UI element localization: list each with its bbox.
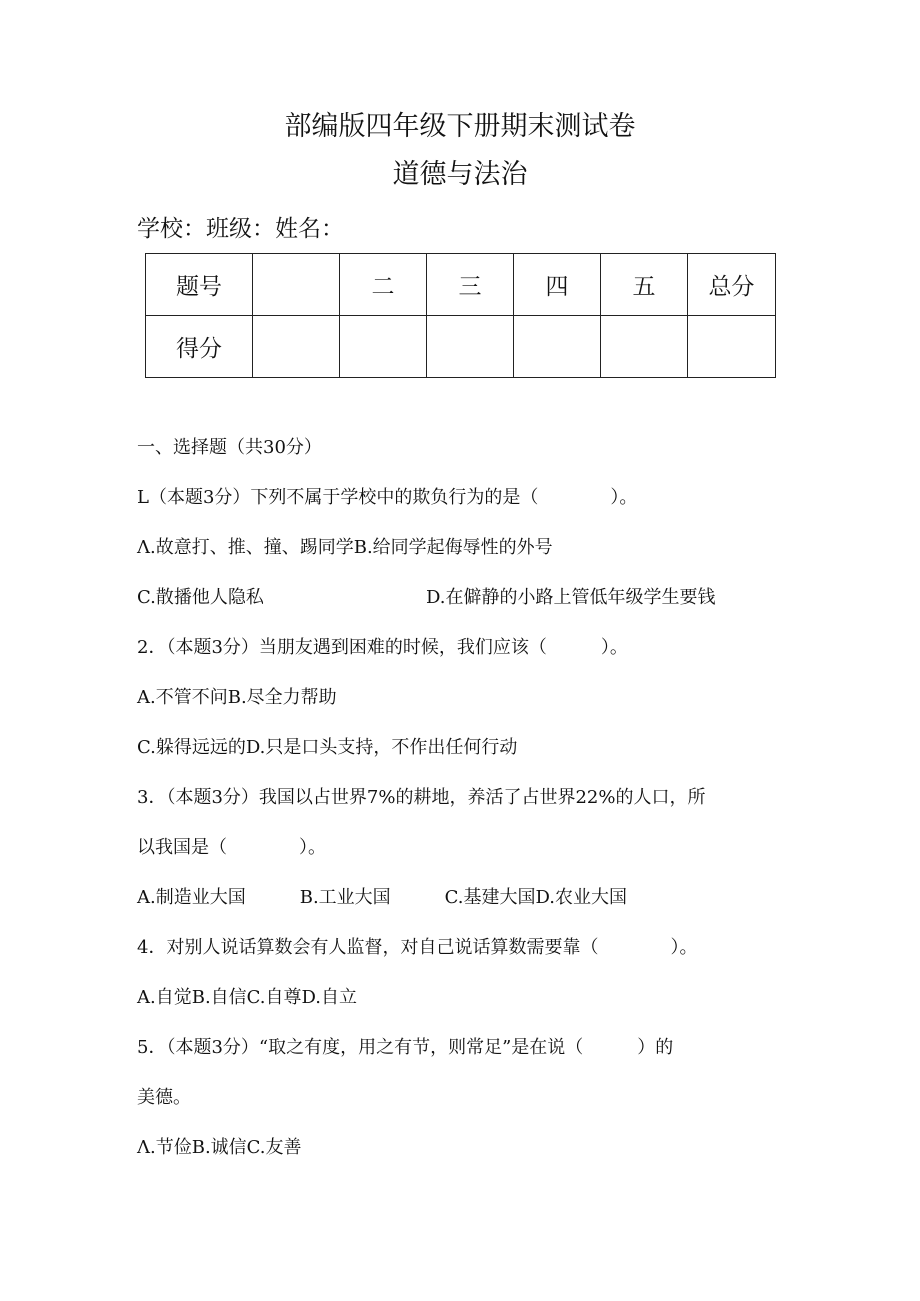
score-table-score-row — [146, 316, 776, 378]
question-5-options: Λ.节俭B.诚信C.友善 — [137, 1137, 302, 1158]
question-1-options-ab: Λ.故意打、推、撞、踢同学B.给同学起侮辱性的外号 — [137, 537, 553, 558]
question-3-options: A.制造业大国 B.工业大国 C.基建大国D.农业大国 — [137, 887, 628, 908]
score-cell: 总分 — [688, 254, 776, 316]
exam-subject: 道德与法治 — [392, 159, 528, 190]
question-4-options: A.自觉B.自信C.自尊D.自立 — [137, 987, 358, 1008]
question-5-stem-line1: 5．（本题3分）“取之有度，用之有节，则常足”是在说（ ）的 — [137, 1037, 674, 1058]
score-cell — [253, 254, 340, 316]
question-2-options-ab: A.不管不问B.尽全力帮助 — [137, 687, 337, 708]
question-2-stem: 2．（本题3分）当朋友遇到困难的时候，我们应该（ ）。 — [137, 637, 628, 658]
score-cell — [253, 316, 340, 378]
question-2-options-cd: C.躲得远远的D.只是口头支持，不作出任何行动 — [137, 737, 518, 758]
score-cell — [688, 316, 776, 378]
score-cell: 三 — [427, 254, 514, 316]
score-cell: 二 — [340, 254, 427, 316]
score-cell — [427, 316, 514, 378]
score-cell: 四 — [514, 254, 601, 316]
score-table-header-row — [146, 254, 776, 316]
score-cell — [340, 316, 427, 378]
question-3-stem-line1: 3．（本题3分）我国以占世界7%的耕地，养活了占世界22%的人口，所 — [137, 787, 706, 808]
student-info-line: 学校：班级：姓名： — [137, 216, 344, 242]
question-4-stem: 4．对别人说话算数会有人监督，对自己说话算数需要靠（ ）。 — [137, 937, 698, 958]
question-1-option-d: D.在僻静的小路上管低年级学生要钱 — [426, 587, 716, 608]
question-1-stem: L（本题3分）下列不属于学校中的欺负行为的是（ ）。 — [137, 487, 638, 508]
score-cell: 得分 — [146, 316, 253, 378]
score-cell — [514, 316, 601, 378]
section-heading: 一、选择题（共30分） — [137, 437, 322, 458]
score-cell: 题号 — [146, 254, 253, 316]
exam-title: 部编版四年级下册期末测试卷 — [284, 111, 636, 142]
score-table — [145, 253, 776, 378]
question-5-stem-line2: 美德。 — [137, 1087, 191, 1108]
score-cell: 五 — [601, 254, 688, 316]
question-3-stem-line2: 以我国是（ ）。 — [137, 837, 326, 858]
question-1-option-c: C.散播他人隐私 — [137, 587, 264, 608]
score-cell — [601, 316, 688, 378]
